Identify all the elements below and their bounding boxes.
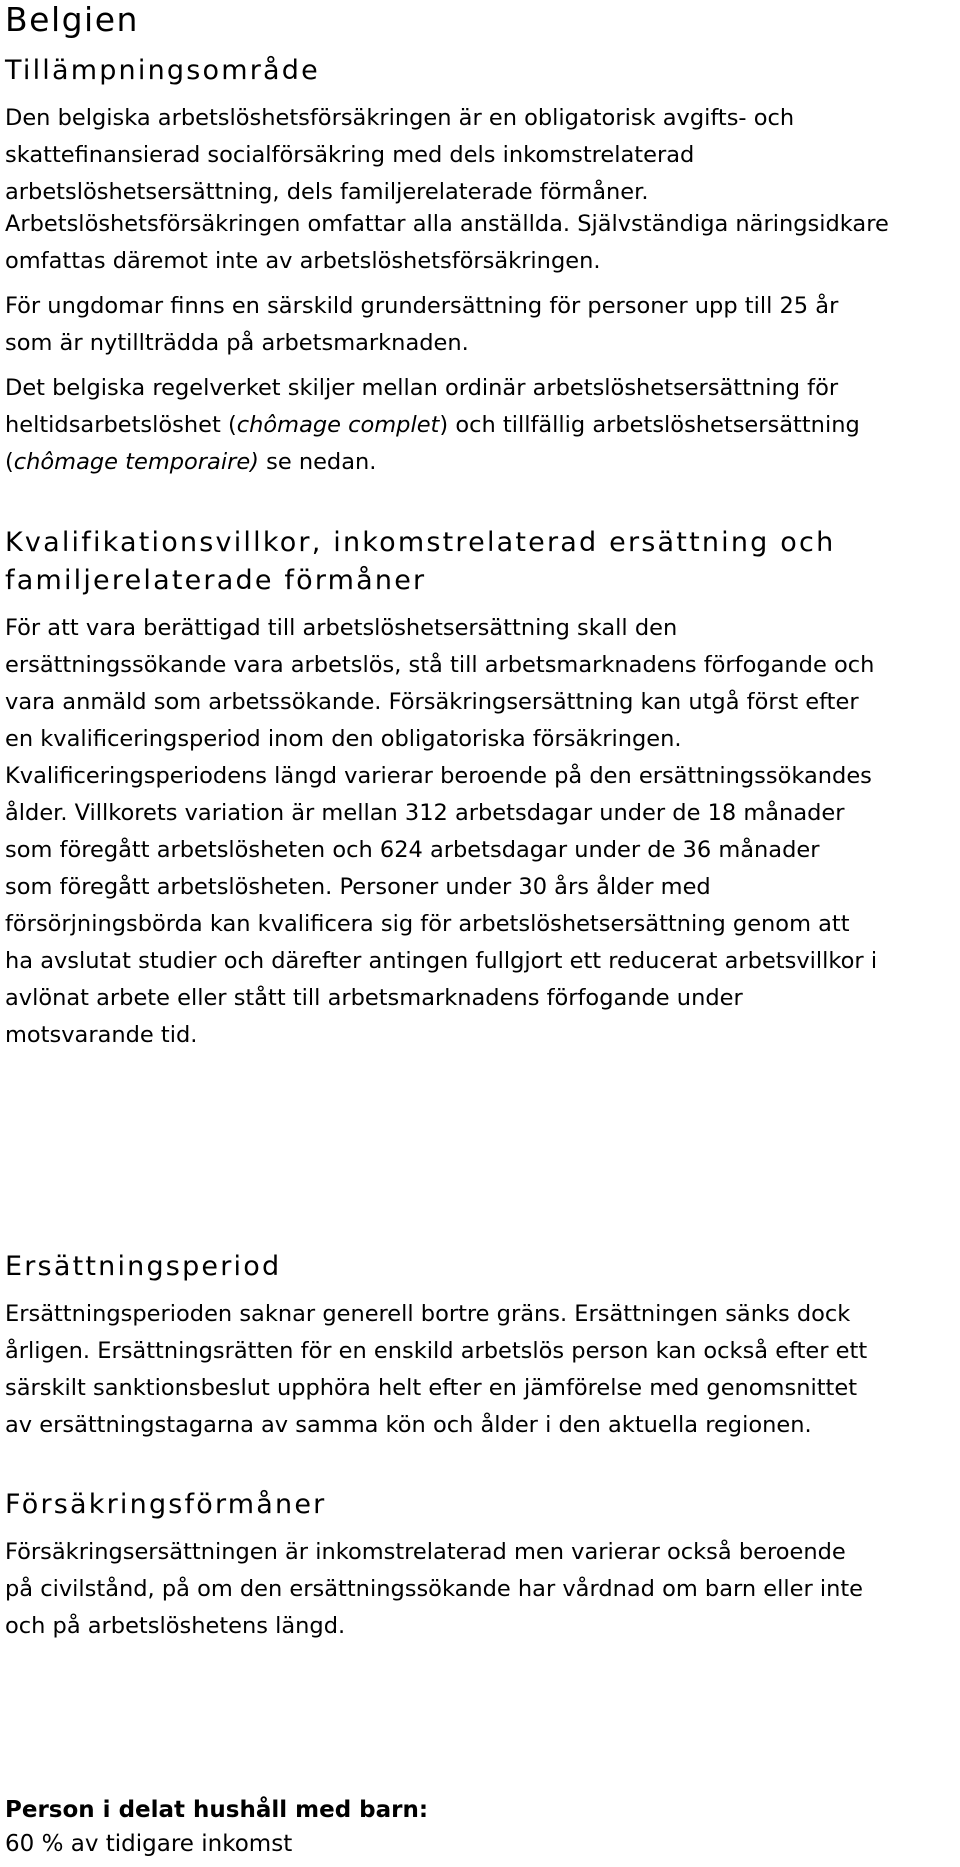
section-heading-scope: Tillämpningsområde — [5, 55, 320, 86]
paragraph-scope-youth: För ungdomar finns en särskild grundersättning för personer upp till 25 år som är nytillträdda på arbetsmarknaden. — [5, 293, 839, 356]
paragraph-qualification: För att vara berättigad till arbetslöshetsersättning skall den ersättningssökande vara arbetslös, stå till arbetsmarknadens förfogande och vara anmäld som arbetssökande. Försäkringsersättning kan utgå först efter en kvalificeringsperiod inom den obligatoriska försäkringen. Kvalificeringsperiodens längd varierar beroende på den ersättningssökandes ålder. Villkorets variation är mellan 312 arbetsdagar under de 18 månader som föregått arbetslösheten och 624 arbetsdagar under de 36 månader som föregått arbetslösheten. Personer under 30 års ålder med försörjningsbörda kan kvalificera sig för arbetslöshetsersättning genom att ha avslutat studier och därefter antingen fullgjort ett reducerat arbetsvillkor i avlönat arbete eller stått till arbetsmarknadens förfogande under motsvarande tid. — [5, 615, 878, 1048]
section-heading-benefits: Försäkringsförmåner — [5, 1489, 327, 1520]
paragraph-scope-regulation — [5, 370, 860, 481]
benefit-value: 60 % av tidigare inkomst — [5, 1831, 293, 1857]
benefit-label: Person i delat hushåll med barn: — [5, 1797, 429, 1823]
paragraph-period: Ersättningsperioden saknar generell bortre gräns. Ersättningen sänks dock årligen. Ersättningsrätten för en enskild arbetslös person kan också efter ett särskilt sanktionsbeslut upphöra helt efter en jämförelse med genomsnittet av ersättningstagarna av samma kön och ålder i den aktuella regionen. — [5, 1301, 868, 1438]
italic-term: chômage complet — [236, 412, 440, 438]
section-heading-qualification: Kvalifikationsvillkor, inkomstrelaterad ersättning och familjerelaterade förmåner — [5, 527, 836, 596]
section-heading-period: Ersättningsperiod — [5, 1251, 282, 1282]
italic-term: chômage temporaire) — [13, 449, 259, 475]
paragraph-scope-intro: Den belgiska arbetslöshetsförsäkringen är en obligatorisk avgifts- och skattefinansierad socialförsäkring med dels inkomstrelaterad arbetslöshetsersättning, dels familjerelaterade förmåner. — [5, 105, 795, 205]
paragraph-text: Det belgiska regelverket skiljer mellan ordinär arbetslöshetsersättning för heltidsarbetslöshet ( — [5, 375, 839, 438]
paragraph-benefits: Försäkringsersättningen är inkomstrelaterad men varierar också beroende på civilstånd, på om den ersättningssökande har vårdnad om barn eller inte och på arbetslöshetens längd. — [5, 1539, 864, 1639]
page-title: Belgien — [5, 0, 139, 39]
paragraph-text: ) och tillfällig arbetslöshetsersättning ( — [5, 412, 860, 475]
paragraph-scope-coverage: Arbetslöshetsförsäkringen omfattar alla anställda. Självständiga näringsidkare omfattas däremot inte av arbetslöshetsförsäkringen. — [5, 211, 889, 274]
paragraph-text: se nedan. — [258, 449, 377, 475]
